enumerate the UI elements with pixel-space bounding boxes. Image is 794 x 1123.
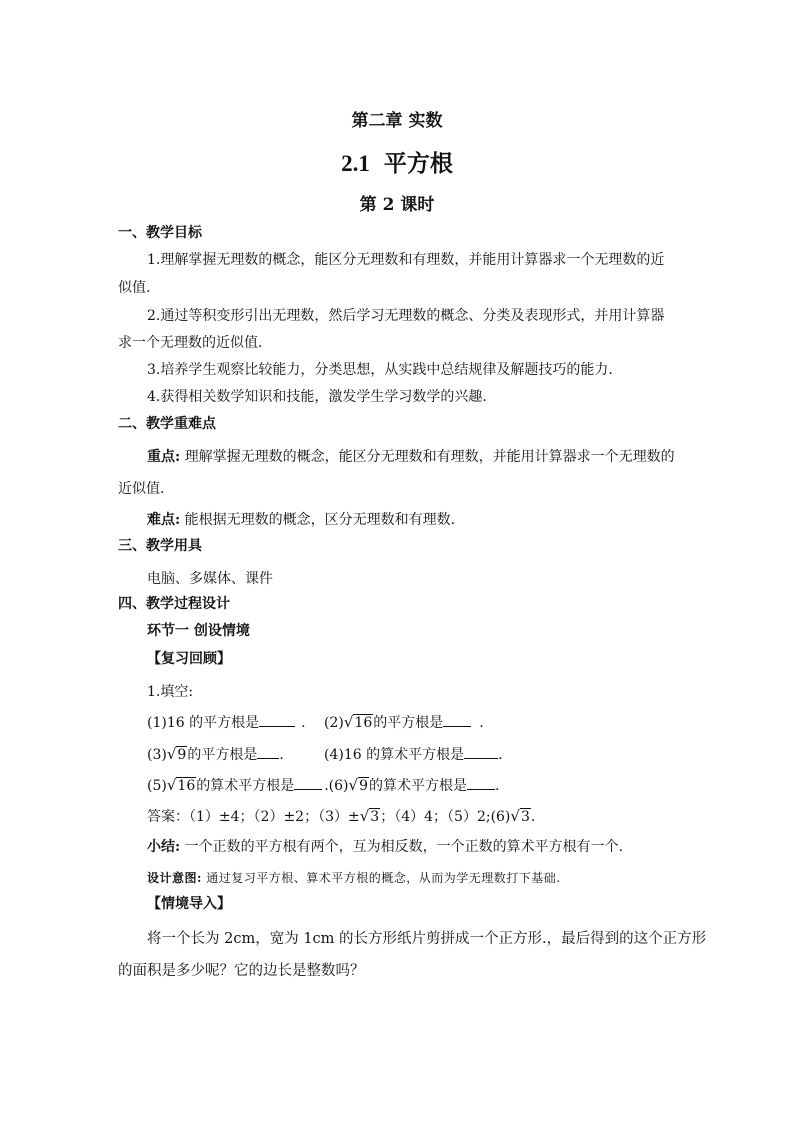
sqrt-symbol: √3 [359, 807, 380, 825]
q6-radicand: 9 [359, 778, 368, 794]
section-title [0, 145, 794, 178]
review-title: 【复习回顾】 [147, 651, 231, 667]
design-intent [147, 869, 561, 886]
answer-line [147, 806, 535, 826]
q3-prefix: (3) [147, 747, 167, 763]
answer-blank [257, 746, 279, 759]
q4-end: . [498, 747, 503, 763]
q3-radicand: 9 [177, 747, 187, 763]
part3-heading: 三、教学用具 [118, 538, 202, 554]
key-text: 理解掌握无理数的概念，能区分无理数和有理数，并能用计算器求一个无理数的 [180, 449, 675, 465]
answer-blank [467, 777, 495, 790]
sqrt-symbol: √3 [510, 807, 530, 825]
q5-radicand: 16 [177, 778, 196, 794]
q1-text: (1)16 的平方根是 [147, 715, 260, 731]
key-label: 重点: [147, 449, 181, 465]
objective-line: 2.通过等积变形引出无理数，然后学习无理数的概念、分类及表现形式，并用计算器 [147, 308, 665, 324]
part4-heading: 四、教学过程设计 [118, 596, 230, 612]
q5-prefix: (5) [147, 778, 167, 794]
question-5-6 [147, 775, 499, 795]
sqrt-symbol: √16 [343, 713, 373, 731]
q3-text: 的平方根是 [187, 747, 258, 763]
q6-prefix: .(6) [324, 778, 349, 794]
difficult-point [147, 509, 455, 529]
diff-label: 难点: [147, 512, 181, 528]
lesson-label: 第 2 课时 [359, 195, 435, 215]
sqrt-symbol: √9 [166, 745, 187, 763]
scenario-line: 的面积是多少呢？它的边长是整数吗？ [118, 963, 365, 979]
summary [147, 836, 623, 856]
scenario-line: 将一个长为 2cm，宽为 1cm 的长方形纸片剪拼成一个正方形.，最后得到的这个正方形 [147, 931, 707, 947]
q5-text: 的算术平方根是 [196, 778, 295, 794]
design-label: 设计意图: [147, 871, 202, 885]
answer-blank [294, 777, 322, 790]
answer-radicand-1: 3 [370, 809, 380, 825]
section-number: 2.1 [341, 151, 370, 176]
q2-end: . [479, 715, 484, 731]
objective-line: 4.获得相关数学知识和技能，激发学生学习数学的兴趣. [147, 389, 487, 405]
q2-radicand: 16 [354, 715, 373, 731]
summary-text: 一个正数的平方根有两个，互为相反数，一个正数的算术平方根有一个. [180, 839, 624, 855]
part1-heading: 一、教学目标 [118, 225, 202, 241]
diff-text: 能根据无理数的概念，区分无理数和有理数. [180, 512, 456, 528]
q6-end: . [495, 778, 500, 794]
chapter-title: 第二章 实数 [351, 111, 443, 131]
answer-blank [443, 714, 471, 727]
tools-text: 电脑、多媒体、课件 [147, 571, 273, 587]
q2-text: 的平方根是 [373, 715, 444, 731]
objective-line: 求一个无理数的近似值. [118, 335, 263, 351]
question-2 [324, 712, 484, 732]
question-1 [147, 712, 306, 732]
key-point [147, 446, 675, 466]
key-text-cont: 近似值. [118, 481, 165, 497]
part2-heading: 二、教学重难点 [118, 416, 216, 432]
objective-line: 似值. [118, 280, 151, 296]
answer-radicand-2: 3 [520, 809, 530, 825]
objective-line: 3.培养学生观察比较能力，分类思想，从实践中总结规律及解题技巧的能力. [147, 362, 613, 378]
fill-title: 1.填空: [147, 684, 194, 700]
q4-text: (4)16 的算术平方根是 [324, 747, 465, 763]
q2-prefix: (2) [324, 715, 344, 731]
step-heading: 环节一 创设情境 [147, 623, 250, 639]
answer-prefix: 答案：（1）±4；（2）±2；（3）± [147, 809, 360, 825]
answer-blank [259, 714, 295, 727]
answer-blank [464, 746, 498, 759]
summary-label: 小结: [147, 839, 181, 855]
answer-end: . [530, 809, 536, 825]
design-text: 通过复习平方根、算术平方根的概念，从而为学无理数打下基础. [201, 871, 561, 885]
q1-end: . [301, 715, 306, 731]
section-name: 平方根 [383, 150, 453, 177]
sqrt-symbol: √9 [348, 776, 368, 794]
sqrt-symbol: √16 [166, 776, 196, 794]
question-4 [324, 744, 503, 764]
objective-line: 1.理解掌握无理数的概念，能区分无理数和有理数，并能用计算器求一个无理数的近 [147, 252, 665, 268]
q6-text: 的算术平方根是 [369, 778, 467, 794]
scenario-title: 【情境导入】 [147, 896, 231, 912]
question-3 [147, 744, 284, 764]
q3-end: . [279, 747, 284, 763]
answer-middle: ；（4）4；（5）2;(6) [380, 809, 511, 825]
